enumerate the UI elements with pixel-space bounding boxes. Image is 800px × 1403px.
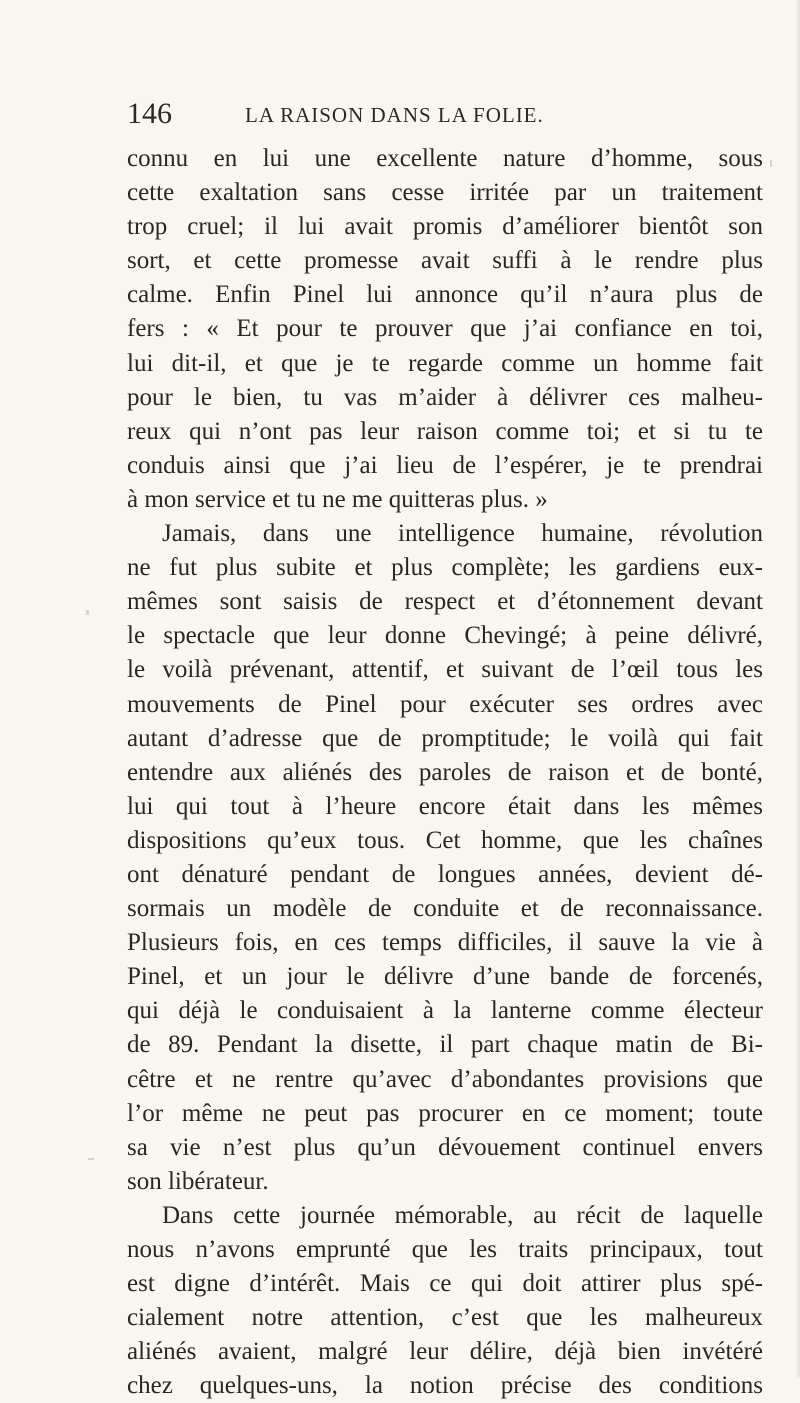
scan-speck: [770, 160, 772, 167]
text-line: le voilà prévenant, attentif, et suivant de l’œil tous les: [127, 656, 763, 684]
text-line: est digne d’intérêt. Mais ce qui doit attirer plus spé-: [127, 1270, 763, 1298]
text-line: Jamais, dans une intelligence humaine, révolution: [162, 520, 763, 548]
text-line: connu en lui une excellente nature d’homme, sous: [127, 145, 763, 172]
text-line: de 89. Pendant la disette, il part chaque matin de Bi-: [127, 1031, 763, 1059]
text-line: trop cruel; il lui avait promis d’améliorer bientôt son: [127, 213, 763, 241]
text-line: fers : « Et pour te prouver que j’ai confiance en toi,: [127, 315, 763, 343]
text-line: ont dénaturé pendant de longues années, devient dé-: [127, 860, 763, 888]
text-line: conduis ainsi que j’ai lieu de l’espérer, je te prendrai: [127, 451, 763, 479]
body-text: [127, 142, 763, 1403]
text-line: le spectacle que leur donne Chevingé; à peine délivré,: [127, 622, 763, 650]
scan-speck: [88, 1158, 94, 1160]
text-line: l’or même ne peut pas procurer en ce moment; toute: [127, 1099, 763, 1127]
page-edge: [796, 0, 800, 1378]
text-line: pour le bien, tu vas m’aider à délivrer ces malheu-: [127, 383, 763, 411]
text-line: sormais un modèle de conduite et de reconnaissance.: [127, 895, 763, 923]
text-line: aliénés avaient, malgré leur délire, déjà bien invétéré: [127, 1338, 763, 1366]
text-line: qui déjà le conduisaient à la lanterne comme électeur: [127, 997, 763, 1025]
text-line: calme. Enfin Pinel lui annonce qu’il n’aura plus de: [127, 281, 763, 309]
text-line: ne fut plus subite et plus complète; les gardiens eux-: [127, 554, 763, 582]
text-line: cêtre et ne rentre qu’avec d’abondantes provisions que: [127, 1065, 763, 1093]
text-line: Dans cette journée mémorable, au récit de laquelle: [162, 1201, 763, 1229]
text-line: lui qui tout à l’heure encore était dans les mêmes: [127, 792, 763, 820]
text-line: à mon service et tu ne me quitteras plus. »: [127, 485, 548, 513]
text-line: entendre aux aliénés des paroles de raison et de bonté,: [127, 758, 763, 786]
scan-speck: [86, 610, 89, 615]
text-line: autant d’adresse que de promptitude; le voilà qui fait: [127, 724, 763, 752]
text-line: Pinel, et un jour le délivre d’une bande de forcenés,: [127, 963, 763, 991]
text-line: sa vie n’est plus qu’un dévouement continuel envers: [127, 1133, 763, 1161]
text-line: dispositions qu’eux tous. Cet homme, que les chaînes: [127, 826, 763, 854]
text-line: mouvements de Pinel pour exécuter ses ordres avec: [127, 690, 763, 718]
text-line: sort, et cette promesse avait suffi à le rendre plus: [127, 247, 763, 275]
text-line: lui dit-il, et que je te regarde comme un homme fait: [127, 349, 763, 377]
text-line: cialement notre attention, c’est que les malheureux: [127, 1304, 763, 1332]
text-line: cette exaltation sans cesse irritée par un traitement: [127, 179, 763, 207]
page-number: 146: [127, 97, 172, 130]
running-head: LA RAISON DANS LA FOLIE.: [245, 103, 544, 127]
text-line: reux qui n’ont pas leur raison comme toi; et si tu te: [127, 417, 763, 445]
text-line: mêmes sont saisis de respect et d’étonnement devant: [127, 588, 763, 616]
text-line: Plusieurs fois, en ces temps difficiles, il sauve la vie à: [127, 929, 763, 957]
text-line: nous n’avons emprunté que les traits principaux, tout: [127, 1236, 763, 1263]
text-line: chez quelques-uns, la notion précise des conditions: [127, 1372, 763, 1400]
text-line: son libérateur.: [127, 1167, 269, 1195]
